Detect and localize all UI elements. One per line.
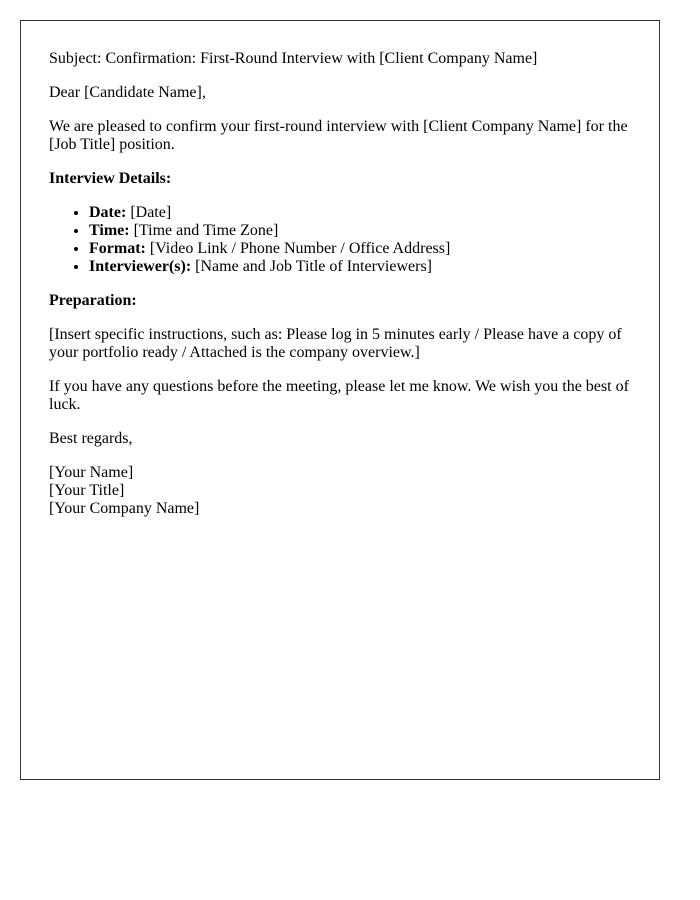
detail-item-format: [89, 240, 639, 258]
detail-label: Format:: [89, 240, 146, 257]
salutation: Dear [Candidate Name],: [49, 84, 206, 101]
detail-item-date: [89, 204, 639, 222]
closing-paragraph: If you have any questions before the meeting, please let me know. We wish you the best of luck.: [49, 378, 629, 413]
details-heading: Interview Details:: [49, 170, 172, 187]
signature-title: [Your Title]: [49, 482, 125, 499]
letter-page: [20, 20, 660, 780]
details-list: [49, 204, 639, 276]
intro-paragraph: We are pleased to confirm your first-round interview with [Client Company Name] for the [Job Title] position.: [49, 118, 628, 153]
detail-label: Time:: [89, 222, 130, 239]
subject-line: Subject: Confirmation: First-Round Interview with [Client Company Name]: [49, 50, 538, 67]
preparation-heading: Preparation:: [49, 292, 137, 309]
signature-company: [Your Company Name]: [49, 500, 200, 517]
detail-label: Interviewer(s):: [89, 258, 192, 275]
detail-item-time: [89, 222, 639, 240]
letter-body: [49, 50, 639, 534]
signature-name: [Your Name]: [49, 464, 134, 481]
detail-value: [Name and Job Title of Interviewers]: [195, 258, 433, 275]
signature-block: [49, 464, 639, 518]
preparation-paragraph: [Insert specific instructions, such as: Please log in 5 minutes early / Please have a copy of your portfolio ready / Attached is the company overview.]: [49, 326, 622, 361]
sign-off: Best regards,: [49, 430, 133, 447]
detail-value: [Time and Time Zone]: [133, 222, 279, 239]
detail-item-interviewers: [89, 258, 639, 276]
detail-label: Date:: [89, 204, 127, 221]
detail-value: [Video Link / Phone Number / Office Address]: [149, 240, 451, 257]
detail-value: [Date]: [130, 204, 172, 221]
